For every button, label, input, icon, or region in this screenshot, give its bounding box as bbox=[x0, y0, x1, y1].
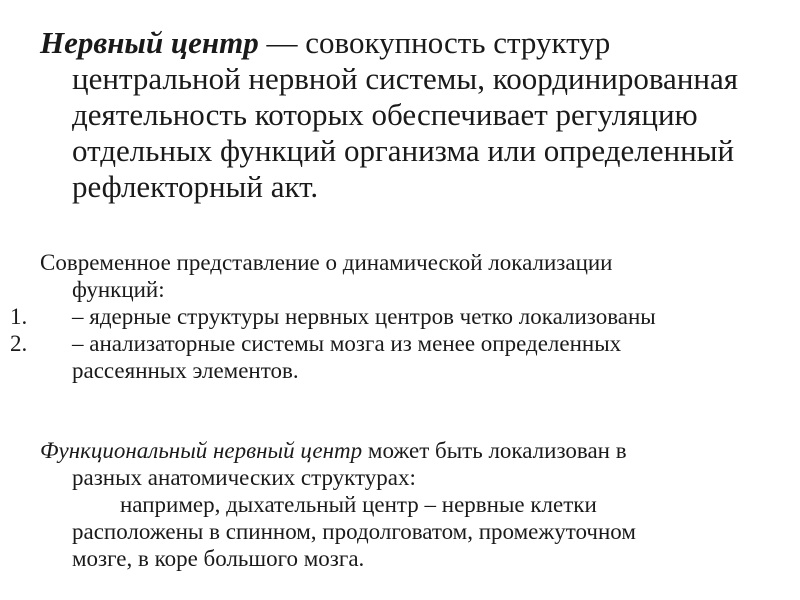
modern-intro-line-1: Современное представление о динамической локализации bbox=[40, 250, 613, 275]
functional-line-1 bbox=[40, 437, 780, 464]
definition-term: Нервный центр bbox=[40, 25, 259, 60]
functional-line-5: мозге, в коре большого мозга. bbox=[72, 546, 365, 571]
functional-line-4: расположены в спинном, продолговатом, промежуточном bbox=[72, 519, 636, 544]
functional-term: Функциональный нервный центр bbox=[40, 438, 363, 463]
definition-block bbox=[40, 25, 780, 205]
definition-line-1-rest: — совокупность структур bbox=[258, 25, 611, 60]
definition-line-1 bbox=[40, 25, 780, 61]
list-item-text: – анализаторные системы мозга из менее определенных bbox=[72, 331, 622, 356]
functional-center-block bbox=[40, 437, 780, 572]
modern-intro-line-2: функций: bbox=[72, 277, 165, 302]
definition-line-2: центральной нервной системы, координированная bbox=[72, 61, 739, 96]
list-item-text-continued: рассеянных элементов. bbox=[72, 358, 299, 383]
list-item-number: 1. bbox=[10, 304, 28, 329]
modern-view-block bbox=[10, 249, 780, 384]
definition-line-3: деятельность которых обеспечивает регуляцию bbox=[72, 97, 698, 132]
list-item-number: 2. bbox=[10, 331, 28, 356]
functional-line-3: например, дыхательный центр – нервные клетки bbox=[120, 492, 597, 517]
list-item bbox=[10, 330, 780, 384]
functional-line-1-rest: может быть локализован в bbox=[362, 438, 627, 463]
definition-line-5: рефлекторный акт. bbox=[72, 169, 319, 204]
functional-line-2: разных анатомических структурах: bbox=[72, 465, 416, 490]
list-item-text: – ядерные структуры нервных центров четко локализованы bbox=[72, 304, 656, 329]
definition-line-4: отдельных функций организма или определенный bbox=[72, 133, 735, 168]
list-item bbox=[10, 303, 780, 330]
numbered-list bbox=[10, 303, 780, 384]
